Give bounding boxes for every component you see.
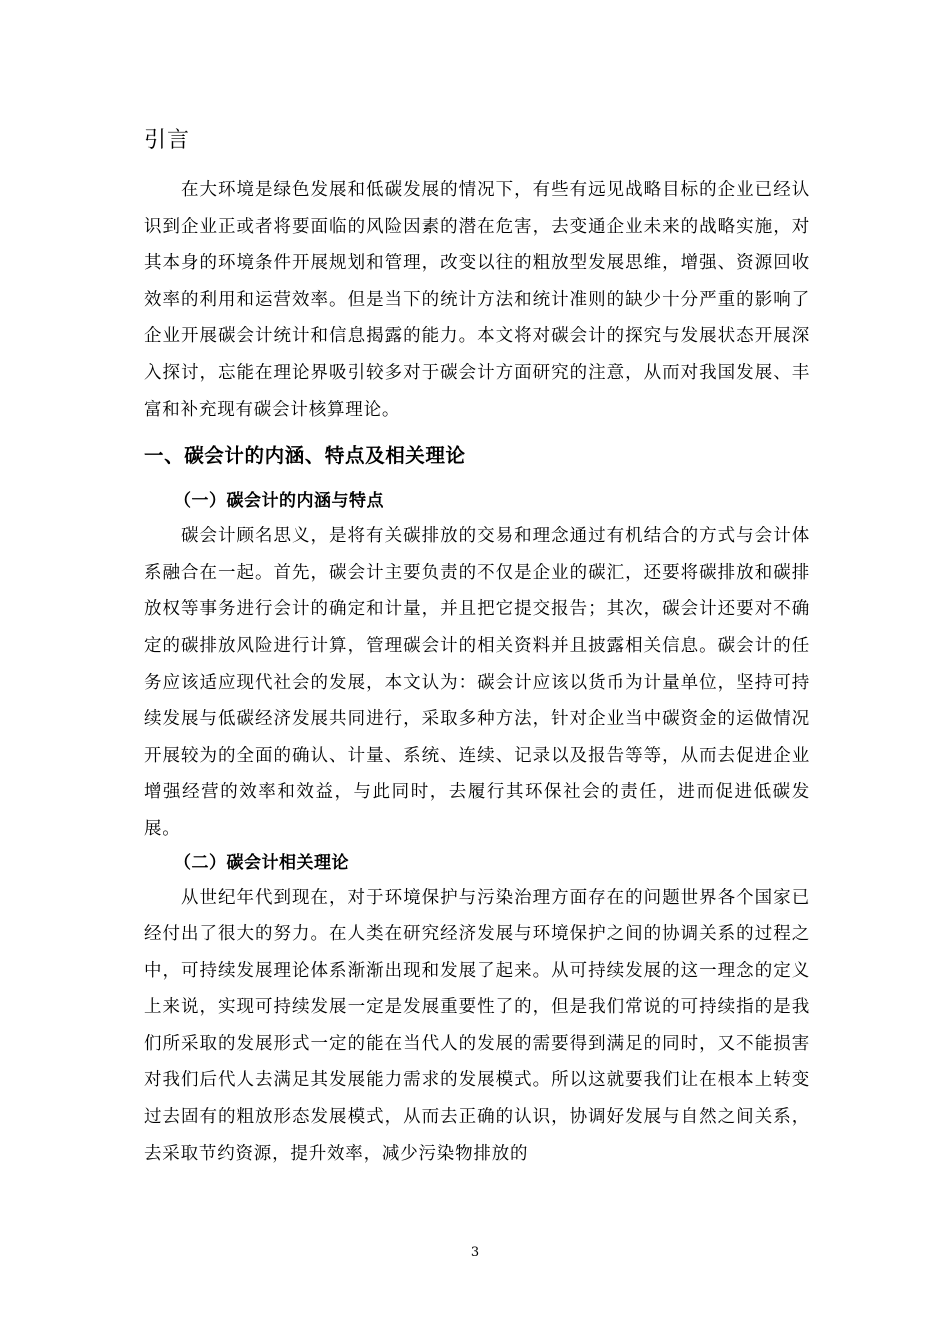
intro-paragraph: 在大环境是绿色发展和低碳发展的情况下，有些有远见战略目标的企业已经认识到企业正或者将要面临的风险因素的潜在危害，去变通企业未来的战略实施，对其本身的环境条件开展规划和管理，改变以往的粗放型发展思维，增强、资源回收效率的利用和运营效率。但是当下的统计方法和统计准则的缺少十分严重的影响了企业开展碳会计统计和信息揭露的能力。本文将对碳会计的探究与发展状态开展深入探讨，忘能在理论界吸引较多对于碳会计方面研究的注意，从而对我国发展、丰富和补充现有碳会计核算理论。 — [144, 180, 810, 420]
subsection-2-heading: （二）碳会计相关理论 — [174, 852, 349, 873]
subsection-1-heading: （一）碳会计的内涵与特点 — [174, 491, 384, 512]
intro-title: 引言 — [144, 128, 191, 153]
section-1-heading: 一、碳会计的内涵、特点及相关理论 — [144, 444, 466, 468]
subsection-1-paragraph: 碳会计顾名思义，是将有关碳排放的交易和理念通过有机结合的方式与会计体系融合在一起。首先，碳会计主要负责的不仅是企业的碳汇，还要将碳排放和碳排放权等事务进行会计的确定和计量，并且把它提交报告；其次，碳会计还要对不确定的碳排放风险进行计算，管理碳会计的相关资料并且披露相关信息。碳会计的任务应该适应现代社会的发展，本文认为：碳会计应该以货币为计量单位，坚持可持续发展与低碳经济发展共同进行，采取多种方法，针对企业当中碳资金的运做情况开展较为的全面的确认、计量、系统、连续、记录以及报告等等，从而去促进企业增强经营的效率和效益，与此同时，去履行其环保社会的责任，进而促进低碳发展。 — [144, 526, 810, 839]
subsection-2-paragraph: 从世纪年代到现在，对于环境保护与污染治理方面存在的问题世界各个国家已经付出了很大的努力。在人类在研究经济发展与环境保护之间的协调关系的过程之中，可持续发展理论体系渐渐出现和发展了起来。从可持续发展的这一理念的定义上来说，实现可持续发展一定是发展重要性了的，但是我们常说的可持续指的是我们所采取的发展形式一定的能在当代人的发展的需要得到满足的同时，又不能损害对我们后代人去满足其发展能力需求的发展模式。所以这就要我们让在根本上转变过去固有的粗放形态发展模式，从而去正确的认识，协调好发展与自然之间关系，去采取节约资源，提升效率，减少污染物排放的 — [144, 887, 810, 1164]
document-body — [144, 124, 810, 1172]
page-number: 3 — [470, 1245, 480, 1260]
